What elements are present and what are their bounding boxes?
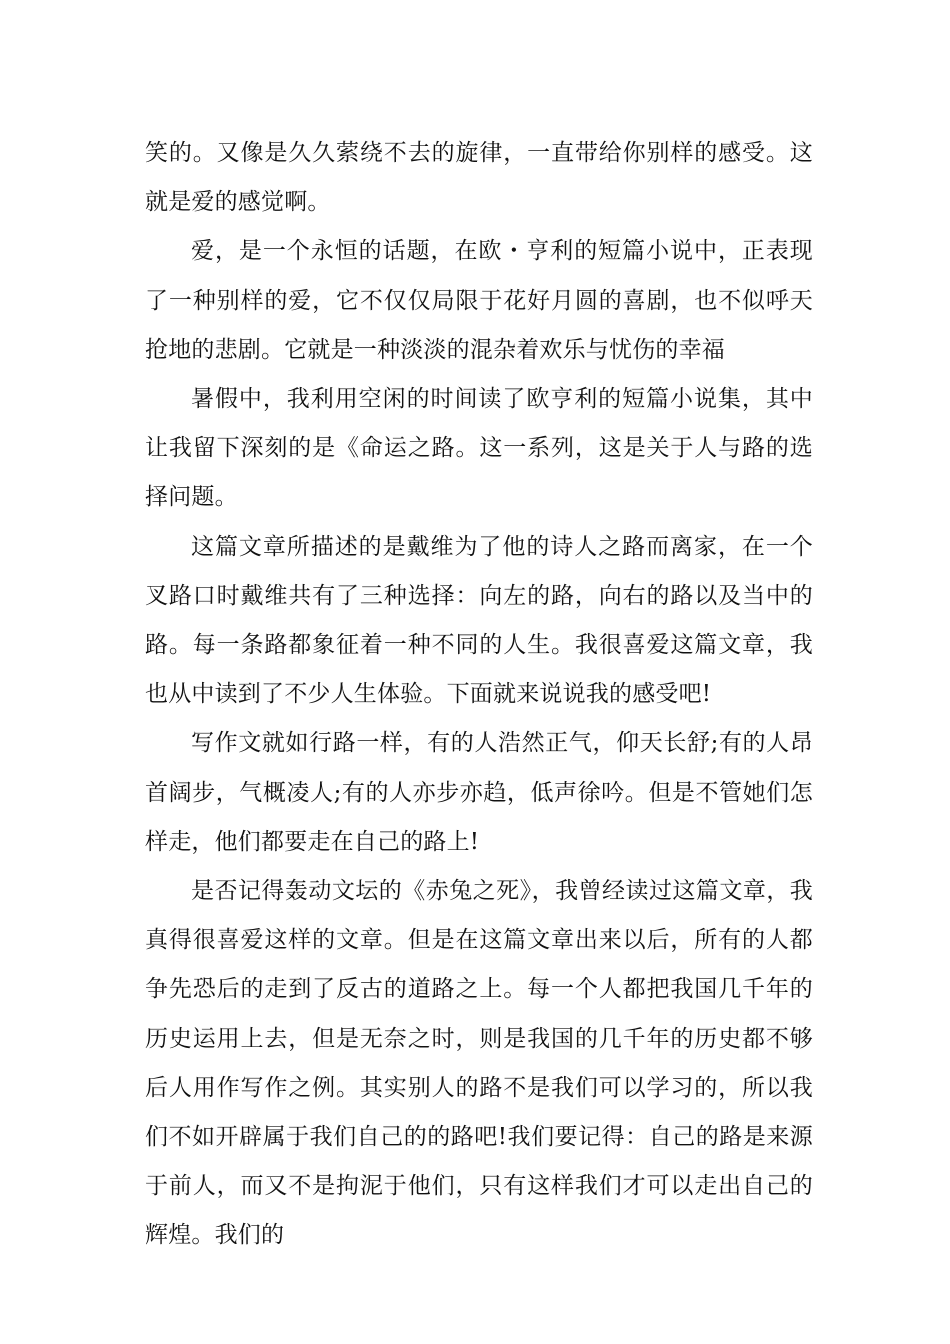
paragraph-continuation: 笑的。又像是久久萦绕不去的旋律，一直带给你别样的感受。这就是爱的感觉啊。 — [145, 140, 813, 216]
paragraph-summer-reading: 暑假中，我利用空闲的时间读了欧亨利的短篇小说集，其中让我留下深刻的是《命运之路。这一系列，这是关于人与路的选择问题。 — [145, 386, 813, 511]
paragraph-love-theme: 爱，是一个永恒的话题，在欧・亨利的短篇小说中，正表现了一种别样的爱，它不仅仅局限于花好月圆的喜剧，也不似呼天抢地的悲剧。它就是一种淡淡的混杂着欢乐与忧伤的幸福 — [145, 238, 813, 363]
paragraph-red-hare: 是否记得轰动文坛的《赤兔之死》，我曾经读过这篇文章，我真得很喜爱这样的文章。但是在这篇文章出来以后，所有的人都争先恐后的走到了反古的道路之上。每一个人都把我国几千年的历史运用上去，但是无奈之时，则是我国的几千年的历史都不够后人用作写作之例。其实别人的路不是我们可以学习的，所以我们不如开辟属于我们自己的的路吧!我们要记得：自己的路是来源于前人，而又不是拘泥于他们，只有这样我们才可以走出自己的辉煌。我们的 — [145, 878, 813, 1249]
paragraph-david-story: 这篇文章所描述的是戴维为了他的诗人之路而离家，在一个叉路口时戴维共有了三种选择：向左的路，向右的路以及当中的路。每一条路都象征着一种不同的人生。我很喜爱这篇文章，我也从中读到了不少人生体验。下面就来说说我的感受吧! — [145, 533, 813, 708]
paragraph-writing-as-walking: 写作文就如行路一样，有的人浩然正气，仰天长舒;有的人昂首阔步，气概凌人;有的人亦步亦趋，低声徐吟。但是不管她们怎样走，他们都要走在自己的路上! — [145, 730, 813, 855]
document-body — [145, 129, 813, 1261]
